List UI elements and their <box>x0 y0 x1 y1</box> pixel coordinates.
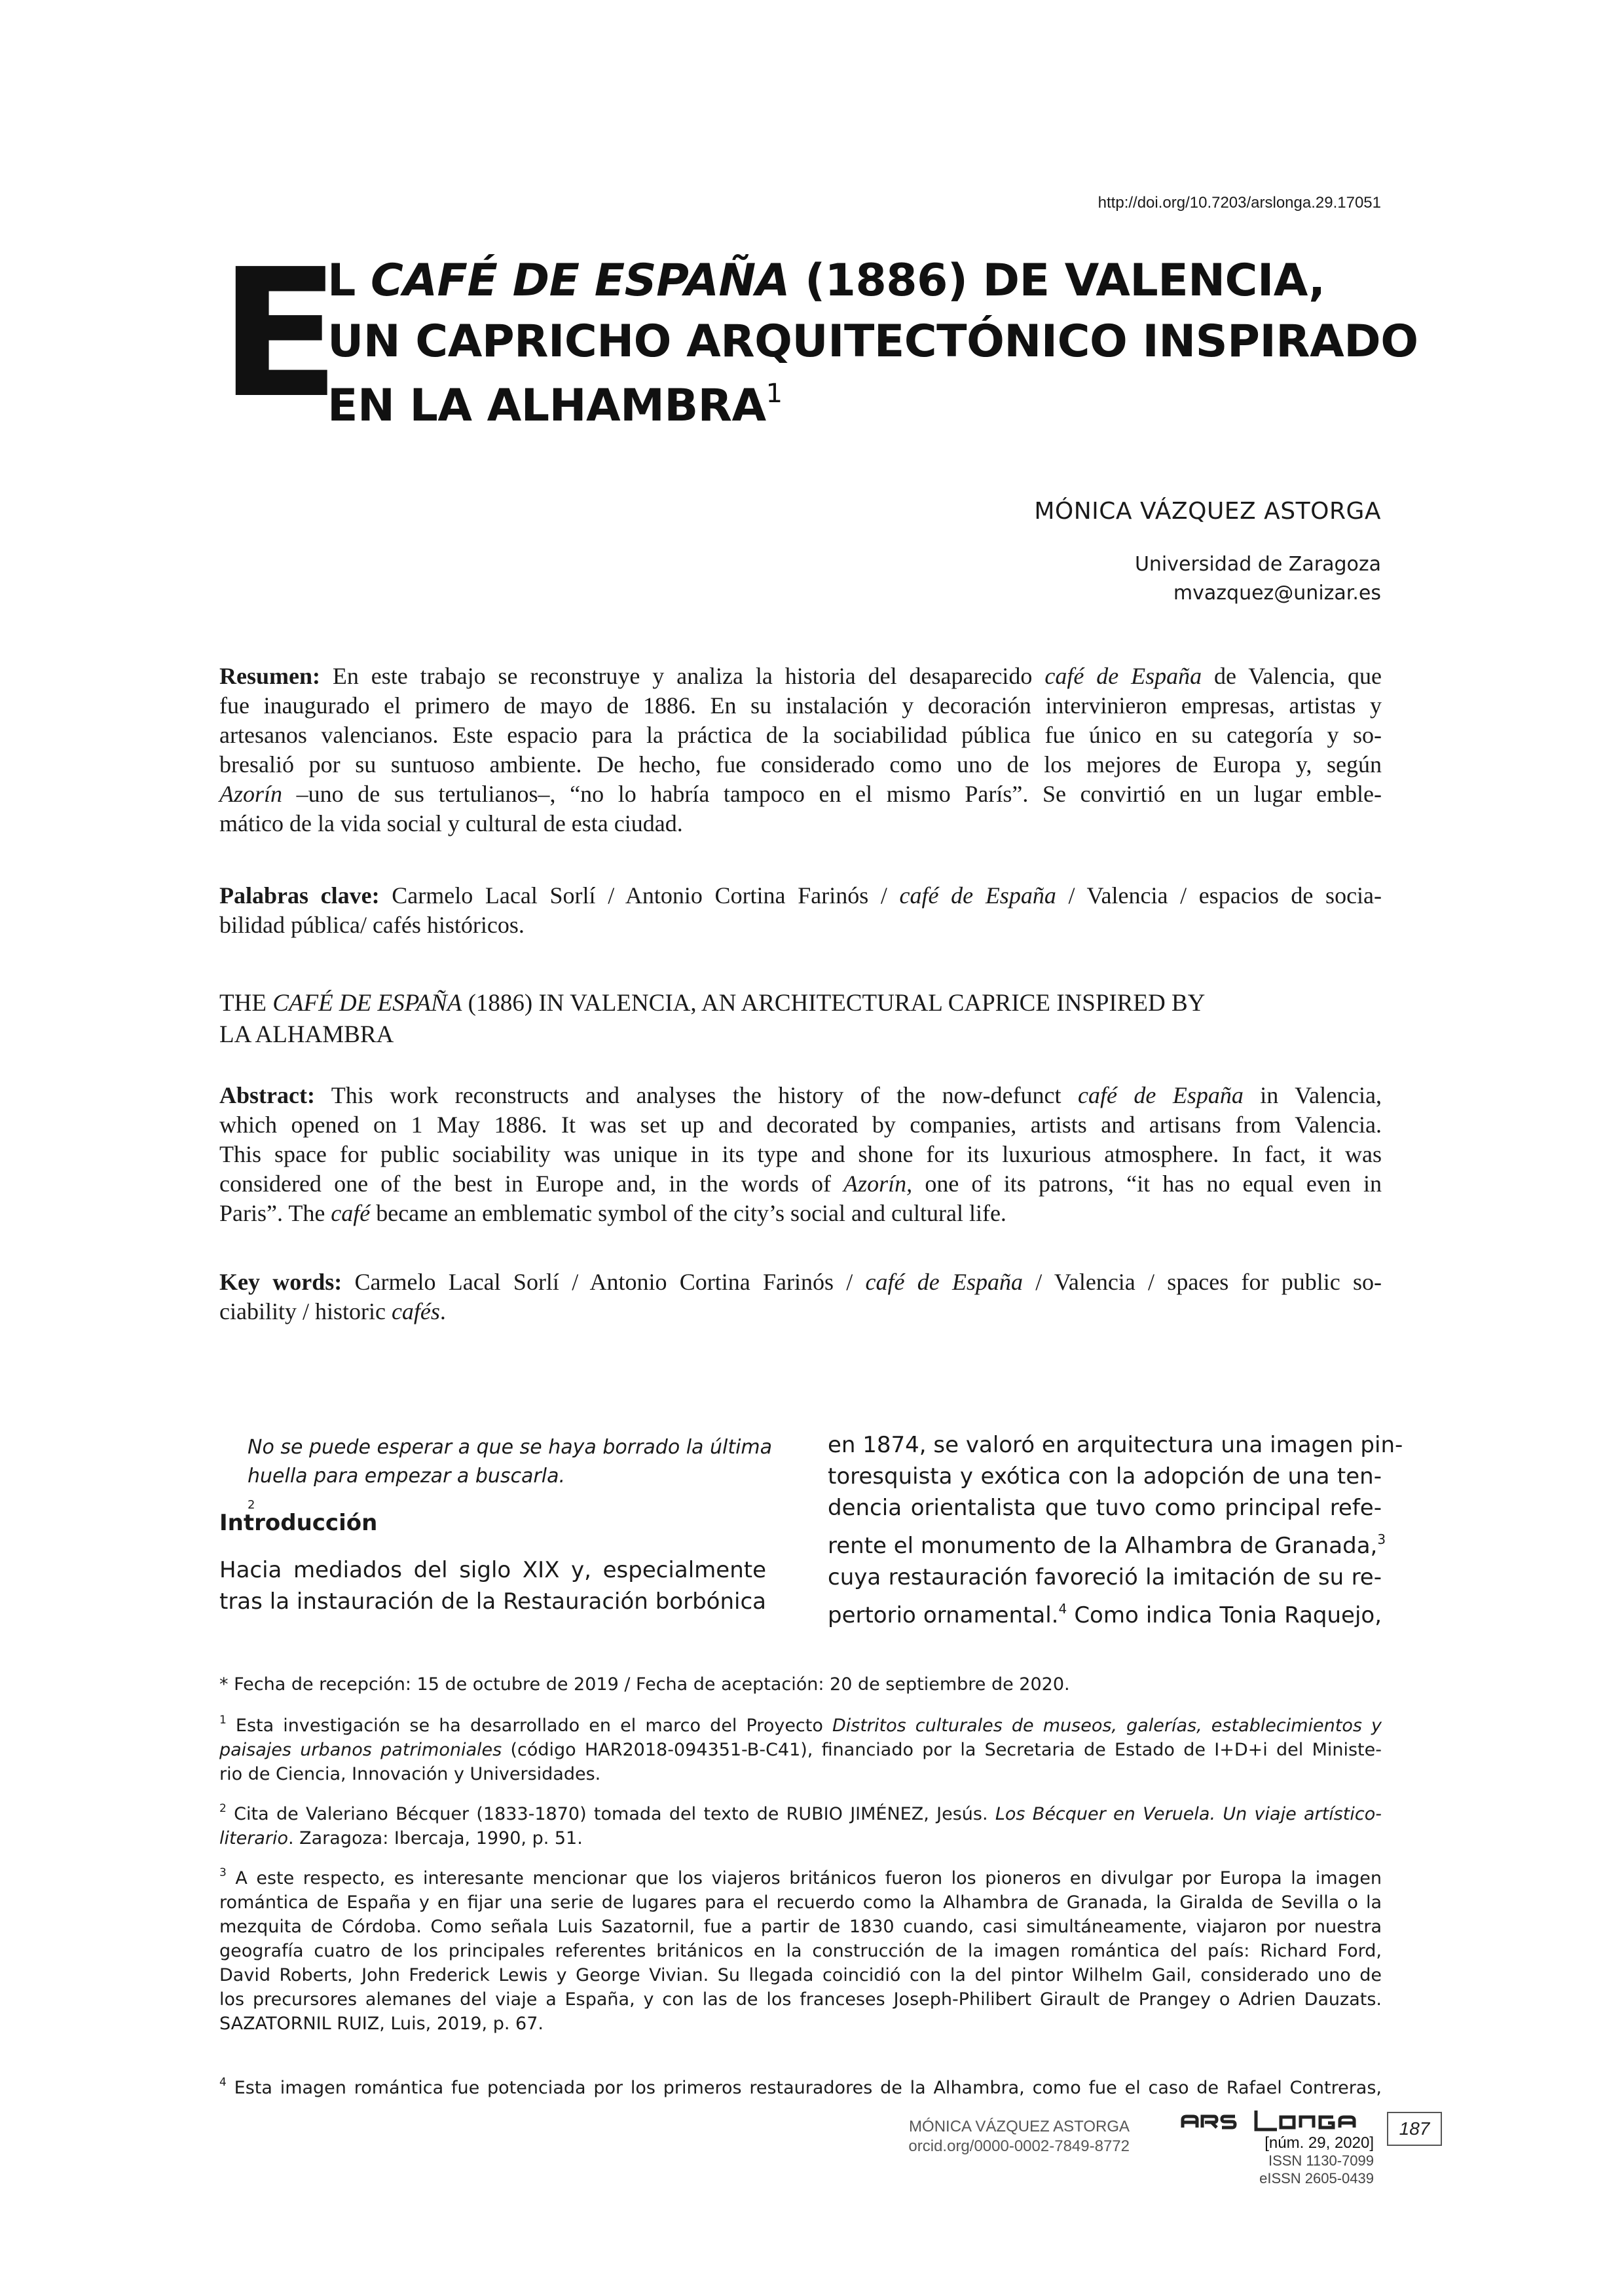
english-title-post: (1886) IN VALENCIA, AN ARCHITECTURAL CAPRICE INSPIRED BY <box>462 990 1206 1017</box>
key-words-paragraph <box>219 1267 1382 1326</box>
footnote-text: Esta imagen romántica fue potenciada por los primeros restauradores de la Alhambra, como fue el caso de Rafael Contreras, <box>226 2078 1382 2098</box>
resumen-line <box>219 662 1382 691</box>
abstract-italic: café de España <box>1078 1082 1244 1108</box>
footnote-italic: Distritos culturales de museos, galerías, establecimientos y <box>832 1716 1382 1736</box>
body-footnote-ref-4[interactable]: 4 <box>1058 1601 1067 1617</box>
affiliation-email[interactable]: mvazquez@unizar.es <box>1173 582 1381 605</box>
footnote-text: Esta investigación se ha desarrollado en el marco del Proyecto <box>226 1716 832 1736</box>
english-title-line <box>219 988 1205 1019</box>
palabras-clave-italic: café de España <box>899 882 1056 909</box>
affiliation <box>1135 550 1381 608</box>
palabras-clave-line <box>219 881 1382 910</box>
footnote-star <box>219 1672 1382 1697</box>
footnote-line: * Fecha de recepción: 15 de octubre de 2019 / Fecha de aceptación: 20 de septiembre de 2020. <box>219 1674 1070 1695</box>
epigraph-text: huella para empezar a buscarla. <box>248 1465 566 1488</box>
footnote-text: (código HAR2018-094351-B-C41), financiado por la Secretaria de Estado de I+D+i del Ministe- <box>502 1740 1382 1760</box>
abstract-italic: Azorín, <box>843 1171 913 1197</box>
palabras-clave-text: Carmelo Lacal Sorlí / Antonio Cortina Farinós / <box>379 882 900 909</box>
affiliation-institution: Universidad de Zaragoza <box>1134 553 1381 576</box>
body-text: rente el monumento de la Alhambra de Granada, <box>828 1533 1378 1559</box>
key-words-italic: café de España <box>865 1269 1023 1295</box>
epigraph-line: No se puede esperar a que se haya borrado la última <box>248 1436 773 1459</box>
abstract-line <box>219 1199 1382 1228</box>
footnote-line: geografía cuatro de los principales referentes británicos en la construcción de la imagen romántica del país: Richard Ford, <box>219 1941 1382 1961</box>
body-text: Como indica Tonia Raquejo, <box>1067 1602 1382 1628</box>
title-line-1-pre: L <box>327 255 371 307</box>
journal-issue: [núm. 29, 2020] <box>1264 2134 1374 2152</box>
footnote-line: mezquita de Córdoba. Como señala Luis Sazatornil, fue a partir de 1830 cuando, casi simultáneamente, viajaron por nuestra <box>219 1917 1382 1937</box>
footnote-line <box>219 1738 1382 1762</box>
resumen-italic: café de España <box>1044 663 1202 689</box>
key-words-line <box>219 1297 1382 1326</box>
title-footnote-ref[interactable]: 1 <box>766 379 783 409</box>
resumen-label: Resumen: <box>219 663 320 689</box>
abstract-line <box>219 1081 1382 1110</box>
resumen-italic: Azorín <box>219 781 283 807</box>
title-line-1 <box>327 255 1325 307</box>
body-column-right <box>828 1429 1403 1631</box>
resumen-line <box>219 779 1382 809</box>
footnote-line: David Roberts, John Frederick Lewis y George Vivian. Su llegada coincidió con la del pintor Wilhelm Gail, considerado uno de <box>219 1965 1382 1985</box>
footnote-4 <box>219 2071 1382 2100</box>
journal-issn: ISSN 1130-7099 <box>1268 2152 1374 2169</box>
abstract-text: Paris”. The <box>219 1200 331 1226</box>
body-column-left <box>219 1554 766 1617</box>
footnote-1 <box>219 1708 1382 1786</box>
body-footnote-ref-3[interactable]: 3 <box>1377 1531 1386 1547</box>
english-title-italic: CAFÉ DE ESPAÑA <box>272 990 462 1017</box>
doi-link[interactable]: http://doi.org/10.7203/arslonga.29.17051 <box>1098 194 1381 212</box>
body-line <box>828 1593 1382 1631</box>
body-line: toresquista y exótica con la adopción de una ten- <box>828 1463 1382 1490</box>
footnote-line: romántica de España y en fijar una serie de lugares para el recuerdo como la Alhambra de Granada, la Giralda de Sevilla o la <box>219 1892 1382 1913</box>
footnote-text: Cita de Valeriano Bécquer (1833-1870) tomada del texto de RUBIO JIMÉNEZ, Jesús. <box>226 1804 995 1824</box>
title-line-1-italic: CAFÉ DE ESPAÑA <box>371 255 790 307</box>
footnote-line <box>219 1826 1382 1850</box>
body-line: Hacia mediados del siglo XIX y, especialmente <box>219 1557 766 1583</box>
resumen-text: En este trabajo se reconstruye y analiza la historia del desaparecido <box>320 663 1045 689</box>
footnote-italic: Los Bécquer en Veruela. Un viaje artístico- <box>995 1804 1382 1824</box>
key-words-italic: cafés <box>391 1298 440 1324</box>
footnote-line <box>219 1708 1382 1738</box>
abstract-line: This space for public sociability was unique in its type and shone for its luxurious atmosphere. In fact, it was <box>219 1141 1382 1167</box>
english-title-pre: THE <box>219 990 273 1017</box>
page-number: 187 <box>1387 2112 1442 2146</box>
key-words-text: . <box>439 1298 446 1324</box>
title-line-3 <box>327 379 783 432</box>
palabras-clave-paragraph <box>219 881 1382 940</box>
section-heading-introduccion: Introducción <box>219 1510 378 1536</box>
abstract-text: in Valencia, <box>1243 1082 1382 1108</box>
key-words-text: / Valencia / spaces for public so- <box>1022 1269 1382 1295</box>
title-line-3-text: EN LA ALHAMBRA <box>327 380 766 432</box>
palabras-clave-line: bilidad pública/ cafés históricos. <box>219 912 525 938</box>
abstract-line: which opened on 1 May 1886. It was set up and decorated by companies, artists and artisans from Valencia. <box>219 1112 1382 1138</box>
title-dropcap: E <box>219 231 341 437</box>
footnote-italic: paisajes urbanos patrimoniales <box>219 1740 502 1760</box>
resumen-paragraph <box>219 662 1382 838</box>
journal-eissn: eISSN 2605-0439 <box>1259 2170 1374 2187</box>
footnote-line: SAZATORNIL RUIZ, Luis, 2019, p. 67. <box>219 2014 544 2034</box>
footnote-text: . Zaragoza: Ibercaja, 1990, p. 51. <box>287 1828 583 1849</box>
abstract-text: became an emblematic symbol of the city’s social and cultural life. <box>370 1200 1006 1226</box>
footnote-line <box>219 1861 1382 1890</box>
footnote-3 <box>219 1861 1382 2036</box>
resumen-text: de Valencia, que <box>1202 663 1382 689</box>
footnote-4-mark: 4 <box>219 2076 227 2089</box>
footer-orcid-link[interactable]: orcid.org/0000-0002-7849-8772 <box>908 2137 1130 2155</box>
footer-author <box>908 2117 1130 2156</box>
footnote-3-mark: 3 <box>219 1866 227 1879</box>
resumen-text: –uno de sus tertulianos–, “no lo habría tampoco en el mismo París”. Se convirtió en un lugar emble- <box>282 781 1382 807</box>
body-line: tras la instauración de la Restauración borbónica <box>219 1588 766 1615</box>
palabras-clave-label: Palabras clave: <box>219 882 380 909</box>
body-line: cuya restauración favoreció la imitación de su re- <box>828 1564 1382 1590</box>
ars-longa-logo <box>1179 2108 1382 2134</box>
footer-author-name: MÓNICA VÁZQUEZ ASTORGA <box>909 2118 1130 2135</box>
english-title <box>219 988 1205 1051</box>
body-line: en 1874, se valoró en arquitectura una imagen pin- <box>828 1432 1403 1458</box>
footnote-2-mark: 2 <box>219 1802 227 1815</box>
article-title <box>219 231 1418 442</box>
body-text: pertorio ornamental. <box>828 1602 1059 1628</box>
footnote-2 <box>219 1797 1382 1850</box>
footnote-italic: literario <box>219 1828 288 1849</box>
body-line <box>828 1524 1386 1562</box>
abstract-text: considered one of the best in Europe and, in the words of <box>219 1171 844 1197</box>
abstract-italic: café <box>331 1200 371 1226</box>
key-words-line <box>219 1267 1382 1297</box>
abstract-text: This work reconstructs and analyses the history of the now-defunct <box>314 1082 1078 1108</box>
abstract-line <box>219 1169 1382 1199</box>
title-line-1-post: (1886) DE VALENCIA, <box>789 255 1325 307</box>
footnote-line <box>219 2071 1382 2100</box>
resumen-line: artesanos valencianos. Este espacio para la práctica de la sociabilidad pública fue único en su categoría y so- <box>219 722 1382 748</box>
footnote-1-mark: 1 <box>219 1714 227 1727</box>
resumen-line: mático de la vida social y cultural de esta ciudad. <box>219 810 683 836</box>
body-line: dencia orientalista que tuvo como principal refe- <box>828 1495 1382 1521</box>
resumen-line: bresalió por su suntuoso ambiente. De hecho, fue considerado como uno de los mejores de Europa y, según <box>219 751 1382 778</box>
resumen-line: fue inaugurado el primero de mayo de 1886. En su instalación y decoración intervinieron empresas, artistas y <box>219 692 1382 719</box>
key-words-text: ciability / historic <box>219 1298 392 1324</box>
abstract-paragraph <box>219 1081 1382 1228</box>
footnote-line: los precursores alemanes del viaje a España, y con las de los franceses Joseph-Philibert Girault de Prangey o Adrien Dauzats. <box>219 1989 1382 2010</box>
footnote-text: A este respecto, es interesante mencionar que los viajeros británicos fueron los pioneros en divulgar por Europa la imagen <box>226 1868 1382 1888</box>
key-words-text: Carmelo Lacal Sorlí / Antonio Cortina Farinós / <box>342 1269 866 1295</box>
footnote-line: rio de Ciencia, Innovación y Universidades. <box>219 1764 601 1784</box>
key-words-label: Key words: <box>219 1269 342 1295</box>
abstract-label: Abstract: <box>219 1082 315 1108</box>
abstract-text: one of its patrons, “it has no equal even in <box>912 1171 1382 1197</box>
title-line-2: UN CAPRICHO ARQUITECTÓNICO INSPIRADO <box>327 316 1418 367</box>
epigraph-footnote-ref[interactable]: 2 <box>248 1498 255 1512</box>
footnote-line <box>219 1797 1382 1826</box>
journal-meta <box>1259 2134 1374 2187</box>
author-name: MÓNICA VÁZQUEZ ASTORGA <box>1034 498 1381 525</box>
english-title-line: LA ALHAMBRA <box>219 1021 394 1048</box>
palabras-clave-text: / Valencia / espacios de socia- <box>1056 882 1382 909</box>
